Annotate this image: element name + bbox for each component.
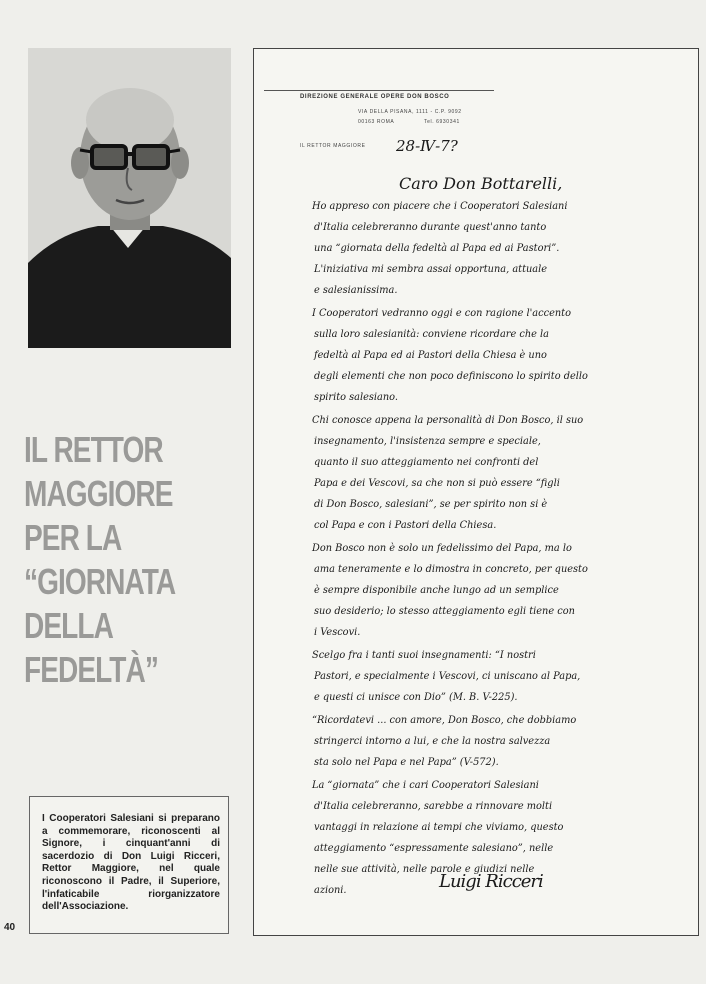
- letter-body-line: vantaggi in relazione ai tempi che viviamo, questo: [314, 822, 564, 833]
- headline-line-3: PER LA: [24, 517, 122, 558]
- letterhead-organization: DIREZIONE GENERALE OPERE DON BOSCO: [300, 94, 450, 100]
- letter-body-line: atteggiamento “espressamente salesiano”, nelle: [314, 843, 554, 854]
- headline: [24, 428, 188, 692]
- letter-body-line: è sempre disponibile anche lungo ad un semplice: [314, 585, 559, 596]
- letter-body-line: d'Italia celebreranno durante quest'anno tanto: [314, 222, 547, 233]
- letter-date: 28-Ⅳ-7?: [396, 137, 458, 155]
- headline-line-5: DELLA: [24, 605, 113, 646]
- letter-body-line: quanto il suo atteggiamento nei confronti del: [314, 457, 539, 468]
- letter-body-line: I Cooperatori vedranno oggi e con ragione l'accento: [312, 308, 571, 319]
- letter-body-line: suo desiderio; lo stesso atteggiamento egli tiene con: [314, 606, 575, 617]
- caption-text: I Cooperatori Salesiani si preparano a commemorare, riconoscenti al Signore, i cinquant'anni di sacerdozio di Don Luigi Ricceri, Rettor Maggiore, nel quale riconoscono il Padre, il Superiore, l'infaticabile riorganizzatore dell'Associazione.: [42, 813, 220, 913]
- letter-body-line: di Don Bosco, salesiani”, se per spirito non si è: [314, 499, 548, 510]
- letterhead-office: IL RETTOR MAGGIORE: [300, 143, 366, 149]
- letterhead-rule: [264, 90, 494, 91]
- caption-box: [29, 796, 229, 934]
- headline-line-6: FEDELTÀ”: [24, 649, 158, 690]
- letter-body-line: ama teneramente e lo dimostra in concreto, per questo: [314, 564, 588, 575]
- letter: [253, 48, 699, 936]
- letter-body-line: insegnamento, l'insistenza sempre e speciale,: [314, 436, 541, 447]
- letter-body-line: e questi ci unisce con Dio” (M. B. V-225).: [314, 692, 518, 703]
- letter-body-line: fedeltà al Papa ed ai Pastori della Chiesa è uno: [314, 350, 547, 361]
- letter-body-line: spirito salesiano.: [314, 392, 399, 403]
- letterhead-telephone: Tel. 6930341: [424, 119, 460, 125]
- letter-body-line: d'Italia celebreranno, sarebbe a rinnovare molti: [314, 801, 553, 812]
- portrait-illustration: [28, 48, 231, 348]
- letter-body-line: col Papa e con i Pastori della Chiesa.: [314, 520, 497, 531]
- letter-body-line: i Vescovi.: [314, 627, 361, 638]
- letter-body-line: “Ricordatevi ... con amore, Don Bosco, che dobbiamo: [312, 715, 577, 726]
- letter-body-line: una “giornata della fedeltà al Papa ed ai Pastori”.: [314, 243, 560, 254]
- letter-body-line: La “giornata” che i cari Cooperatori Salesiani: [312, 780, 539, 791]
- letter-body-line: Don Bosco non è solo un fedelissimo del Papa, ma lo: [312, 543, 572, 554]
- letter-body-line: L'iniziativa mi sembra assai opportuna, attuale: [314, 264, 548, 275]
- letterhead-address-1: VIA DELLA PISANA, 1111 - C.P. 9092: [358, 109, 462, 115]
- letter-body-line: degli elementi che non poco definiscono lo spirito dello: [314, 371, 588, 382]
- letter-body-line: Chi conosce appena la personalità di Don Bosco, il suo: [312, 415, 584, 426]
- letter-body-line: stringerci intorno a lui, e che la nostra salvezza: [314, 736, 551, 747]
- headline-line-1: IL RETTOR: [24, 429, 163, 470]
- letter-body-line: Ho appreso con piacere che i Cooperatori Salesiani: [312, 201, 568, 212]
- portrait-photo: [28, 48, 231, 348]
- headline-line-4: “GIORNATA: [24, 561, 176, 602]
- letter-body-line: Pastori, e specialmente i Vescovi, ci uniscano al Papa,: [314, 671, 581, 682]
- page-number: 40: [4, 922, 16, 933]
- headline-line-2: MAGGIORE: [24, 473, 173, 514]
- letter-body-line: sta solo nel Papa e nel Papa” (V-572).: [314, 757, 499, 768]
- letter-body-line: e salesianissima.: [314, 285, 398, 296]
- letter-salutation: Caro Don Bottarelli,: [399, 174, 563, 193]
- letterhead-address-2: 00163 ROMA: [358, 119, 395, 125]
- letter-body-line: azioni.: [314, 885, 347, 896]
- letter-body-line: sulla loro salesianità: conviene ricordare che la: [314, 329, 549, 340]
- letter-body-line: nelle sue attività, nelle parole e giudizi nelle: [314, 864, 535, 875]
- letter-signature: Luigi Ricceri: [439, 871, 543, 892]
- letter-body-line: Scelgo fra i tanti suoi insegnamenti: “I nostri: [312, 650, 536, 661]
- letter-body-line: Papa e dei Vescovi, sa che non si può essere “figli: [314, 478, 560, 489]
